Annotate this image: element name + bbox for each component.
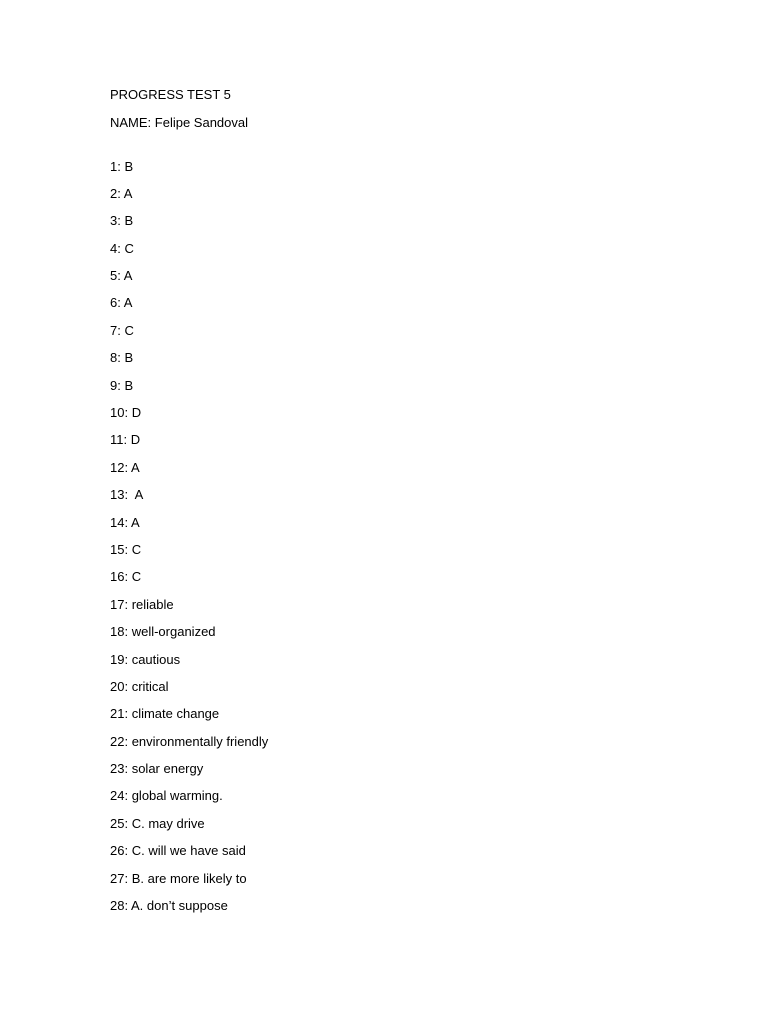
- answer-number: 23 :: [110, 761, 132, 776]
- answer-text: global warming.: [131, 788, 223, 804]
- answer-number: 17 :: [110, 597, 132, 612]
- answer-item: [110, 815, 710, 832]
- answer-number: 4 :: [110, 241, 124, 256]
- answer-number: 7 :: [110, 323, 124, 338]
- answer-text: environmentally friendly: [131, 733, 269, 749]
- document-body: [110, 86, 710, 924]
- answer-text: A: [131, 487, 144, 503]
- answer-text: A. don’t suppose: [130, 898, 228, 914]
- answer-item: [110, 787, 710, 804]
- answer-item: [110, 705, 710, 722]
- answer-number: 10 :: [110, 405, 132, 420]
- answer-item: [110, 760, 710, 777]
- answer-text: D: [131, 405, 142, 421]
- answer-number: 24 :: [110, 788, 132, 803]
- answer-item: [110, 240, 710, 257]
- answer-item: [110, 541, 710, 558]
- answer-number: 9 :: [110, 378, 124, 393]
- answer-item: [110, 267, 710, 284]
- answer-number: 28 :: [110, 898, 131, 913]
- student-name-line: NAME: Felipe Sandoval: [110, 114, 249, 130]
- answer-text: D: [130, 432, 141, 448]
- answer-item: [110, 514, 710, 531]
- answer-number: 13 :: [110, 487, 132, 502]
- answer-item: [110, 568, 710, 585]
- answer-text: C: [124, 322, 134, 338]
- answer-item: [110, 897, 710, 914]
- answer-text: C: [124, 240, 134, 256]
- answer-item: [110, 404, 710, 421]
- answer-item: [110, 185, 710, 202]
- answer-item: [110, 294, 710, 311]
- answer-text: B: [124, 213, 134, 229]
- answer-number: 6 :: [110, 295, 124, 310]
- answer-item: [110, 322, 710, 339]
- document-title: PROGRESS TEST 5: [110, 87, 231, 102]
- answer-text: B: [124, 350, 134, 366]
- answer-item: [110, 733, 710, 750]
- answer-number: 20 :: [110, 679, 132, 694]
- answer-item: [110, 158, 710, 175]
- answer-number: 26 :: [110, 843, 132, 858]
- answer-number: 1 :: [110, 159, 124, 174]
- answer-number: 12 :: [110, 460, 131, 475]
- answer-number: 14 :: [110, 515, 131, 530]
- answer-number: 27 :: [110, 871, 132, 886]
- answer-list: [110, 158, 710, 915]
- answer-number: 2 :: [110, 186, 124, 201]
- answer-text: well-organized: [131, 624, 216, 640]
- answer-text: cautious: [131, 651, 181, 667]
- answer-text: climate change: [131, 706, 220, 722]
- answer-item: [110, 377, 710, 394]
- answer-text: A: [123, 268, 133, 284]
- answer-item: [110, 623, 710, 640]
- answer-item: [110, 486, 710, 503]
- answer-text: reliable: [131, 596, 174, 612]
- answer-text: solar energy: [131, 761, 204, 777]
- answer-number: 5 :: [110, 268, 124, 283]
- answer-item: [110, 459, 710, 476]
- answer-text: A: [123, 295, 133, 311]
- answer-text: B: [124, 158, 134, 174]
- answer-text: C. will we have said: [131, 843, 246, 859]
- answer-number: 19 :: [110, 652, 132, 667]
- answer-item: [110, 212, 710, 229]
- answer-item: [110, 870, 710, 887]
- answer-text: A: [123, 185, 133, 201]
- answer-item: [110, 349, 710, 366]
- answer-text: C: [131, 541, 142, 557]
- answer-item: [110, 596, 710, 613]
- answer-item: [110, 678, 710, 695]
- answer-number: 3 :: [110, 213, 124, 228]
- answer-number: 16 :: [110, 569, 132, 584]
- answer-item: [110, 431, 710, 448]
- answer-number: 11 :: [110, 432, 131, 447]
- answer-number: 18 :: [110, 624, 132, 639]
- answer-text: C: [131, 569, 142, 585]
- answer-text: C. may drive: [131, 815, 205, 831]
- answer-number: 8 :: [110, 350, 124, 365]
- answer-text: B: [124, 377, 134, 393]
- answer-text: A: [130, 459, 140, 475]
- answer-item: [110, 842, 710, 859]
- answer-number: 22 :: [110, 734, 132, 749]
- answer-text: critical: [131, 678, 169, 694]
- answer-text: B. are more likely to: [131, 870, 247, 886]
- answer-text: A: [130, 514, 140, 530]
- answer-number: 25 :: [110, 816, 132, 831]
- answer-number: 15 :: [110, 542, 132, 557]
- answer-item: [110, 651, 710, 668]
- answer-number: 21 :: [110, 706, 132, 721]
